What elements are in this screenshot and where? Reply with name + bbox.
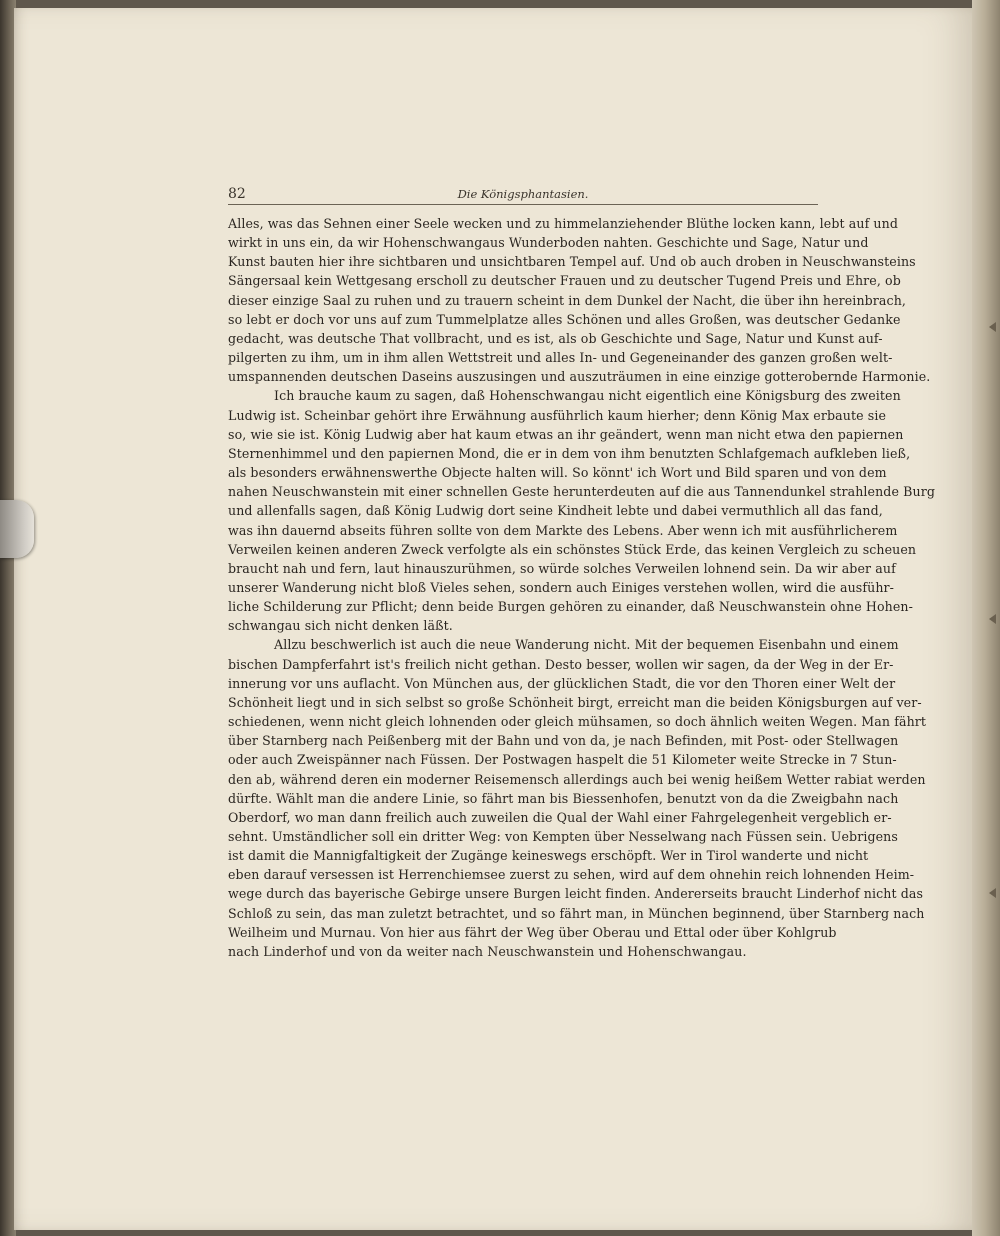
- text-line: nahen Neuschwanstein mit einer schnellen Geste herunterdeuten auf die aus Tannendunkel strahlende Burg: [228, 484, 935, 500]
- text-line: liche Schilderung zur Pflicht; denn beide Burgen gehören zu einander, daß Neuschwanstein ohne Hohen-: [228, 599, 913, 615]
- text-line: Oberdorf, wo man dann freilich auch zuweilen die Qual der Wahl einer Fahrgelegenheit vergeblich er-: [228, 809, 892, 825]
- text-line: wege durch das bayerische Gebirge unsere Burgen leicht finden. Andererseits braucht Linderhof nicht das: [228, 886, 924, 902]
- text-line: sehnt. Umständlicher soll ein dritter Weg: von Kempten über Nesselwang nach Füssen sein. Uebrigens: [228, 829, 898, 844]
- text-line: so lebt er doch vor uns auf zum Tummelplatze alles Schönen und alles Großen, was deutscher Gedanke: [228, 311, 901, 327]
- text-line: Ludwig ist. Scheinbar gehört ihre Erwähnung ausführlich kaum hierher; denn König Max erbaute sie: [228, 407, 887, 423]
- text-line: und allenfalls sagen, daß König Ludwig dort seine Kindheit lebte und dabei vermuthlich all das fand,: [228, 503, 883, 519]
- running-head: Die Königsphantasien.: [457, 187, 589, 201]
- text-line: schiedenen, wenn nicht gleich lohnenden oder gleich mühsamen, so doch ähnlich weiten Wegen. Man fährt: [228, 714, 927, 730]
- text-line: über Starnberg nach Peißenberg mit der Bahn und von da, je nach Befinden, mit Post- oder Stellwagen: [228, 733, 899, 749]
- text-line: Kunst bauten hier ihre sichtbaren und unsichtbaren Tempel auf. Und ob auch droben in Neuschwansteins: [228, 254, 916, 270]
- text-line: braucht nah und fern, laut hinauszurühmen, so würde solches Verweilen lohnend sein. Da wir aber auf: [228, 560, 896, 576]
- text-line: so, wie sie ist. König Ludwig aber hat kaum etwas an ihr geändert, wenn man nicht etwa den papiernen: [228, 426, 904, 442]
- text-line: Schloß zu sein, das man zuletzt betrachtet, und so fährt man, in München beginnend, über Starnberg nach: [228, 905, 925, 921]
- text-line: Sängersaal kein Wettgesang erscholl zu deutscher Frauen und zu deutscher Tugend Preis und Ehre, ob: [228, 273, 901, 289]
- text-line: wirkt in uns ein, da wir Hohenschwangaus Wunderboden nahten. Geschichte und Sage, Natur und: [228, 235, 869, 251]
- text-line: Sternenhimmel und den papiernen Mond, die er in dem von ihm benutzten Schlafgemach aufkleben ließ,: [228, 445, 911, 461]
- text-line: gedacht, was deutsche That vollbracht, und es ist, als ob Geschichte und Sage, Natur und Kunst auf-: [228, 330, 883, 346]
- page-edge-tab-icon: [989, 322, 996, 332]
- text-line: was ihn dauernd abseits führen sollte von dem Markte des Lebens. Aber wenn ich mit ausführlicherem: [228, 522, 898, 538]
- text-line: dürfte. Wählt man die andere Linie, so fährt man bis Biessenhofen, benutzt von da die Zweigbahn nach: [228, 790, 899, 806]
- text-line: nach Linderhof und von da weiter nach Neuschwanstein und Hohenschwangau.: [228, 943, 747, 959]
- text-line: pilgerten zu ihm, um in ihm allen Wettstreit und alles In- und Gegeneinander des ganzen großen welt-: [228, 350, 893, 366]
- header-rule: [228, 204, 818, 205]
- page-edge-tab-icon: [989, 614, 996, 624]
- text-line: den ab, während deren ein moderner Reisemensch allerdings auch bei wenig heißem Wetter rabiat werden: [228, 771, 926, 787]
- paragraph: [228, 386, 935, 635]
- page-number: 82: [228, 186, 246, 202]
- body-text: [228, 214, 935, 961]
- page-edge-tab-icon: [989, 888, 996, 898]
- text-line: dieser einzige Saal zu ruhen und zu trauern scheint in dem Dunkel der Nacht, die über ihn hereinbrach,: [228, 292, 907, 308]
- paragraph: [228, 214, 931, 386]
- text-line: umspannenden deutschen Daseins auszusingen und auszuträumen in eine einzige gotterobernde Harmonie.: [228, 369, 931, 385]
- text-line: innerung vor uns auflacht. Von München aus, der glücklichen Stadt, die vor den Thoren einer Welt der: [228, 675, 896, 691]
- page-clip: [0, 500, 34, 558]
- text-line: Verweilen keinen anderen Zweck verfolgte als ein schönstes Stück Erde, das keinen Vergleich zu scheuen: [228, 541, 917, 557]
- text-line: schwangau sich nicht denken läßt.: [228, 618, 453, 634]
- text-line: eben darauf versessen ist Herrenchiemsee zuerst zu sehen, wird auf dem ohnehin reich lohnenden Heim-: [228, 867, 915, 883]
- text-line: Weilheim und Murnau. Von hier aus fährt der Weg über Oberau und Ettal oder über Kohlgrub: [228, 924, 837, 940]
- text-line: Allzu beschwerlich ist auch die neue Wanderung nicht. Mit der bequemen Eisenbahn und einem: [274, 637, 899, 653]
- text-line: Ich brauche kaum zu sagen, daß Hohenschwangau nicht eigentlich eine Königsburg des zweiten: [274, 388, 901, 404]
- text-line: bischen Dampferfahrt ist's freilich nicht gethan. Desto besser, wollen wir sagen, da der Weg in der Er-: [228, 656, 894, 672]
- text-line: ist damit die Mannigfaltigkeit der Zugänge keineswegs erschöpft. Wer in Tirol wanderte und nicht: [228, 848, 869, 864]
- text-line: unserer Wanderung nicht bloß Vieles sehen, sondern auch Einiges verstehen wollen, wird die ausführ-: [228, 579, 895, 595]
- paragraph: [228, 635, 927, 961]
- text-line: als besonders erwähnenswerthe Objecte halten will. So könnt' ich Wort und Bild sparen und von dem: [228, 465, 887, 481]
- text-line: Alles, was das Sehnen einer Seele wecken und zu himmelanziehender Blüthe locken kann, lebt auf und: [228, 216, 899, 231]
- text-line: oder auch Zweispänner nach Füssen. Der Postwagen haspelt die 51 Kilometer weite Strecke in 7 Stun-: [228, 752, 897, 768]
- text-line: Schönheit liegt und in sich selbst so große Schönheit birgt, erreicht man die beiden Königsburgen auf ver-: [228, 694, 922, 710]
